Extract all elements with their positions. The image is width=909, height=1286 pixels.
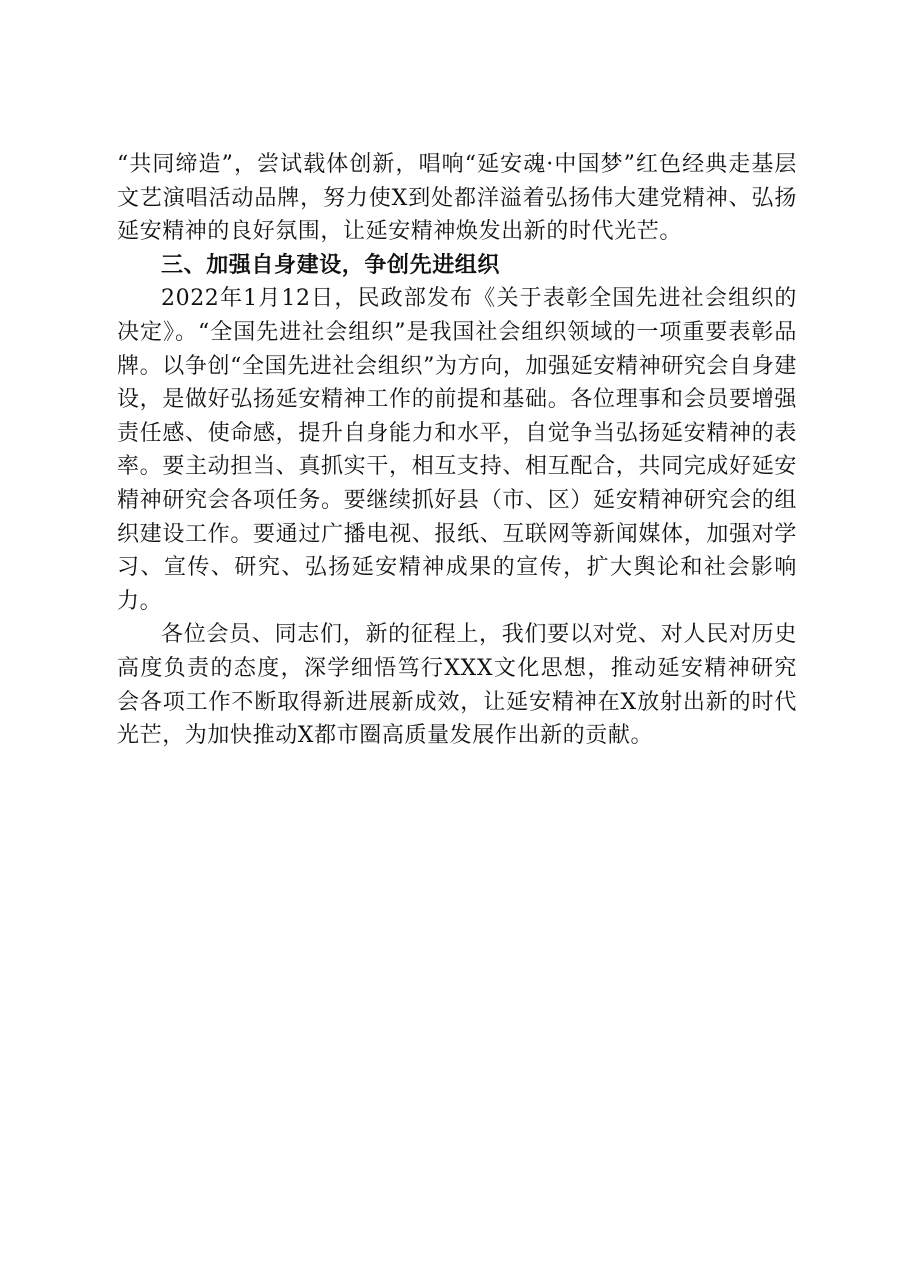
- paragraph-self-building: 2022年1月12日，民政部发布《关于表彰全国先进社会组织的决定》。“全国先进社会组织”是我国社会组织领域的一项重要表彰品牌。以争创“全国先进社会组织”为方向，加强延安精神研究会自身建设，是做好弘扬延安精神工作的前提和基础。各位理事和会员要增强责任感、使命感，提升自身能力和水平，自觉争当弘扬延安精神的表率。要主动担当、真抓实干，相互支持、相互配合，共同完成好延安精神研究会各项任务。要继续抓好县（市、区）延安精神研究会的组织建设工作。要通过广播电视、报纸、互联网等新闻媒体，加强对学习、宣传、研究、弘扬延安精神成果的宣传，扩大舆论和社会影响力。: [117, 286, 797, 614]
- section-heading: 三、加强自身建设，争创先进组织: [161, 252, 501, 278]
- paragraph-continuation: “共同缔造”，尝试载体创新，唱响“延安魂·中国梦”红色经典走基层文艺演唱活动品牌，努力使X到处都洋溢着弘扬伟大建党精神、弘扬延安精神的良好氛围，让延安精神焕发出新的时代光芒。: [117, 152, 797, 245]
- document-body: [117, 148, 797, 753]
- paragraph-closing: 各位会员、同志们，新的征程上，我们要以对党、对人民对历史高度负责的态度，深学细悟笃行XXX文化思想，推动延安精神研究会各项工作不断取得新进展新成效，让延安精神在X放射出新的时代光芒，为加快推动X都市圈高质量发展作出新的贡献。: [117, 622, 797, 749]
